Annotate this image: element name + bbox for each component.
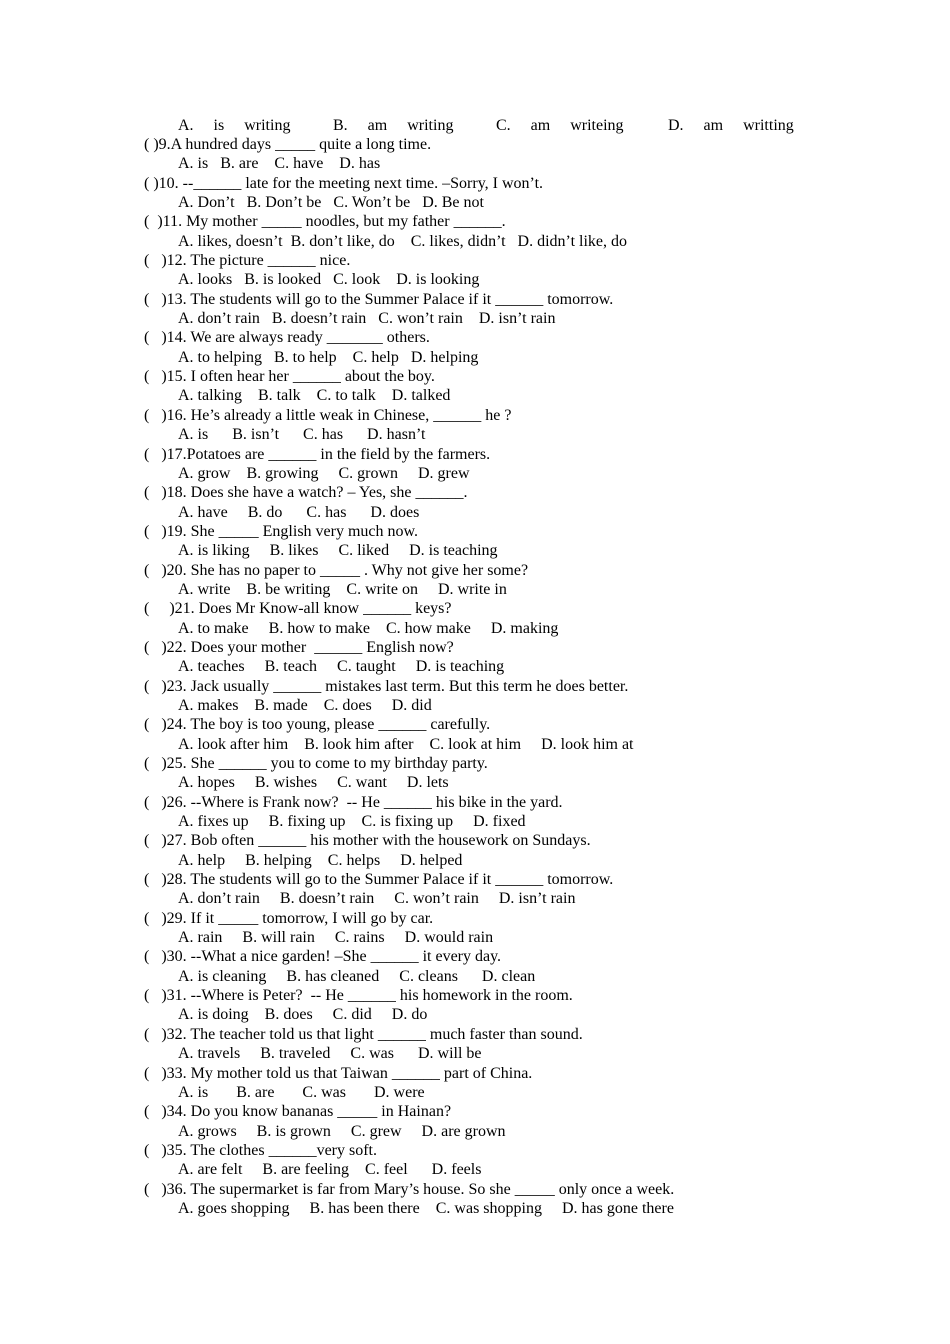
- question-options: A. fixes up B. fixing up C. is fixing up D. fixed: [178, 813, 526, 831]
- question-options: A. don’t rain B. doesn’t rain C. won’t rain D. isn’t rain: [178, 890, 576, 908]
- question-stem: ( )20. She has no paper to _____ . Why not give her some?: [144, 561, 529, 579]
- question-options: A. likes, doesn’t B. don’t like, do C. likes, didn’t D. didn’t like, do: [178, 232, 628, 250]
- question-stem: ( )36. The supermarket is far from Mary’s house. So she _____ only once a week.: [144, 1180, 675, 1198]
- question-stem: ( )29. If it _____ tomorrow, I will go by car.: [144, 909, 434, 927]
- question-options: A. talking B. talk C. to talk D. talked: [178, 387, 451, 405]
- question-stem: ( )19. She _____ English very much now.: [144, 522, 419, 540]
- question-stem: ( )24. The boy is too young, please ______ carefully.: [144, 716, 491, 734]
- question-options: A. is B. are C. was D. were: [178, 1083, 425, 1101]
- question-options: A. teaches B. teach C. taught D. is teaching: [178, 658, 505, 676]
- question-options: A. are felt B. are feeling C. feel D. feels: [178, 1161, 482, 1179]
- question-options: A. hopes B. wishes C. want D. lets: [178, 774, 449, 792]
- question-stem: ( )32. The teacher told us that light ______ much faster than sound.: [144, 1025, 583, 1043]
- question-options: A. have B. do C. has D. does: [178, 503, 420, 521]
- question-stem: ( )22. Does your mother ______ English now?: [144, 638, 454, 656]
- option-d: D. am writting: [668, 117, 794, 134]
- question-stem: ( )34. Do you know bananas _____ in Hainan?: [144, 1103, 452, 1121]
- question-stem: ( )12. The picture ______ nice.: [144, 252, 351, 270]
- question-stem: ( )35. The clothes ______very soft.: [144, 1141, 377, 1159]
- question-stem: ( )18. Does she have a watch? – Yes, she ______.: [144, 484, 468, 502]
- question-stem: ( )9.A hundred days _____ quite a long time.: [144, 136, 432, 153]
- option-b: B. am writing: [333, 117, 454, 134]
- question-options: A. travels B. traveled C. was D. will be: [178, 1045, 482, 1063]
- question-stem: ( )28. The students will go to the Summer Palace if it ______ tomorrow.: [144, 871, 614, 889]
- question-stem: ( )31. --Where is Peter? -- He ______ his homework in the room.: [144, 987, 573, 1005]
- question-options: A. is doing B. does C. did D. do: [178, 1006, 428, 1024]
- question-options: A. is liking B. likes C. liked D. is teaching: [178, 542, 498, 560]
- question-options: A. rain B. will rain C. rains D. would rain: [178, 929, 494, 947]
- question-options: A. is B. isn’t C. has D. hasn’t: [178, 426, 426, 444]
- question-stem: ( )33. My mother told us that Taiwan ______ part of China.: [144, 1064, 533, 1082]
- question-stem: ( )16. He’s already a little weak in Chinese, ______ he ?: [144, 406, 512, 424]
- question-stem: ( )21. Does Mr Know-all know ______ keys?: [144, 600, 452, 618]
- question-stem: ( )26. --Where is Frank now? -- He ______ his bike in the yard.: [144, 793, 563, 811]
- question-stem: ( )17.Potatoes are ______ in the field by the farmers.: [144, 445, 491, 463]
- question-options: A. is B. are C. have D. has: [178, 155, 381, 173]
- question-options: A. grows B. is grown C. grew D. are grown: [178, 1122, 506, 1140]
- question-stem: ( )13. The students will go to the Summer Palace if it ______ tomorrow.: [144, 290, 614, 308]
- question-options: A. Don’t B. Don’t be C. Won’t be D. Be not: [178, 194, 484, 212]
- question-stem: ( )30. --What a nice garden! –She ______ it every day.: [144, 948, 502, 966]
- question-options: A. grow B. growing C. grown D. grew: [178, 464, 470, 482]
- question-stem: ( )27. Bob often ______ his mother with the housework on Sundays.: [144, 832, 591, 850]
- question-options: A. help B. helping C. helps D. helped: [178, 851, 463, 869]
- question-stem: ( )25. She ______ you to come to my birthday party.: [144, 755, 488, 772]
- question-options: A. looks B. is looked C. look D. is looking: [178, 271, 480, 289]
- option-a: A. is writing: [178, 117, 291, 134]
- question-stem: ( )11. My mother _____ noodles, but my father ______.: [144, 213, 506, 231]
- question-options: A. don’t rain B. doesn’t rain C. won’t rain D. isn’t rain: [178, 310, 556, 328]
- question-options: A. makes B. made C. does D. did: [178, 696, 432, 714]
- option-c: C. am writeing: [496, 117, 624, 134]
- question-options: A. to make B. how to make C. how make D. making: [178, 619, 559, 637]
- question-stem: ( )15. I often hear her ______ about the boy.: [144, 368, 435, 386]
- question-stem: ( )23. Jack usually ______ mistakes last term. But this term he does better.: [144, 677, 629, 695]
- question-stem: ( )10. --______ late for the meeting next time. –Sorry, I won’t.: [144, 174, 544, 192]
- question-options: A. goes shopping B. has been there C. was shopping D. has gone there: [178, 1199, 674, 1217]
- question-stem: ( )14. We are always ready _______ others.: [144, 329, 430, 347]
- question-options: A. to helping B. to help C. help D. helping: [178, 348, 479, 366]
- question-options: A. look after him B. look him after C. look at him D. look him at: [178, 735, 634, 753]
- question-options: A. write B. be writing C. write on D. write in: [178, 580, 507, 598]
- question-list: [144, 135, 864, 1218]
- question-options: A. is cleaning B. has cleaned C. cleans D. clean: [178, 967, 536, 985]
